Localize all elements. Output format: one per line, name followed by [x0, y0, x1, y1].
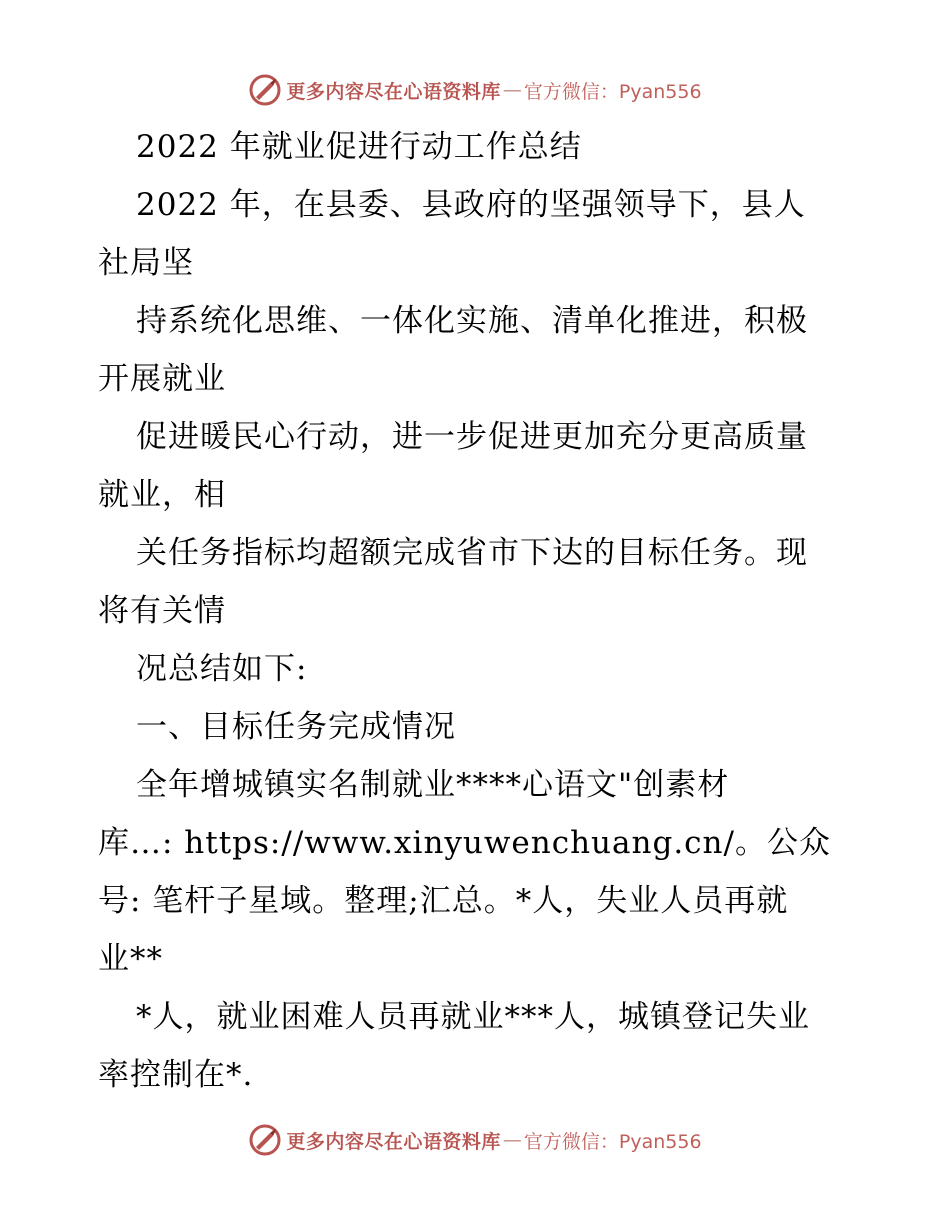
doc-line: 关任务指标均超额完成省市下达的目标任务。现: [136, 535, 808, 571]
doc-line: *人，就业困难人员再就业***人，城镇登记失业: [136, 999, 810, 1035]
doc-line-url: 库…: https://www.xinyuwenchuang.cn/。公众: [98, 825, 831, 861]
doc-line: 业**: [98, 941, 163, 977]
banner-wechat: 官方微信：Pyan556: [523, 80, 702, 103]
document-body: [98, 118, 858, 1104]
banner-separator: —: [502, 1129, 522, 1151]
banner-text: 更多内容尽在心语资料库: [286, 80, 501, 103]
doc-title: 2022 年就业促进行动工作总结: [136, 129, 582, 165]
doc-line: 全年增城镇实名制就业****心语文"创素材: [136, 767, 730, 803]
quill-logo-icon: [248, 73, 282, 107]
footer-banner: [0, 1120, 950, 1160]
section-heading: 一、目标任务完成情况: [136, 709, 456, 745]
doc-line: 率控制在*.: [98, 1057, 254, 1093]
doc-line: 持系统化思维、一体化实施、清单化推进，积极: [136, 303, 808, 339]
doc-line: 况总结如下:: [136, 651, 308, 687]
doc-line: 就业，相: [98, 477, 226, 513]
doc-line: 社局坚: [98, 245, 194, 281]
doc-line: 2022 年，在县委、县政府的坚强领导下，县人: [136, 187, 806, 223]
banner-separator: —: [502, 79, 522, 101]
doc-line: 开展就业: [98, 361, 226, 397]
quill-logo-icon: [248, 1123, 282, 1157]
banner-wechat: 官方微信：Pyan556: [523, 1130, 702, 1153]
doc-line: 号: 笔杆子星域。整理;汇总。*人，失业人员再就: [98, 883, 789, 919]
doc-line: 促进暖民心行动，进一步促进更加充分更高质量: [136, 419, 808, 455]
doc-line: 将有关情: [98, 593, 226, 629]
header-banner: [0, 70, 950, 110]
banner-text: 更多内容尽在心语资料库: [286, 1130, 501, 1153]
